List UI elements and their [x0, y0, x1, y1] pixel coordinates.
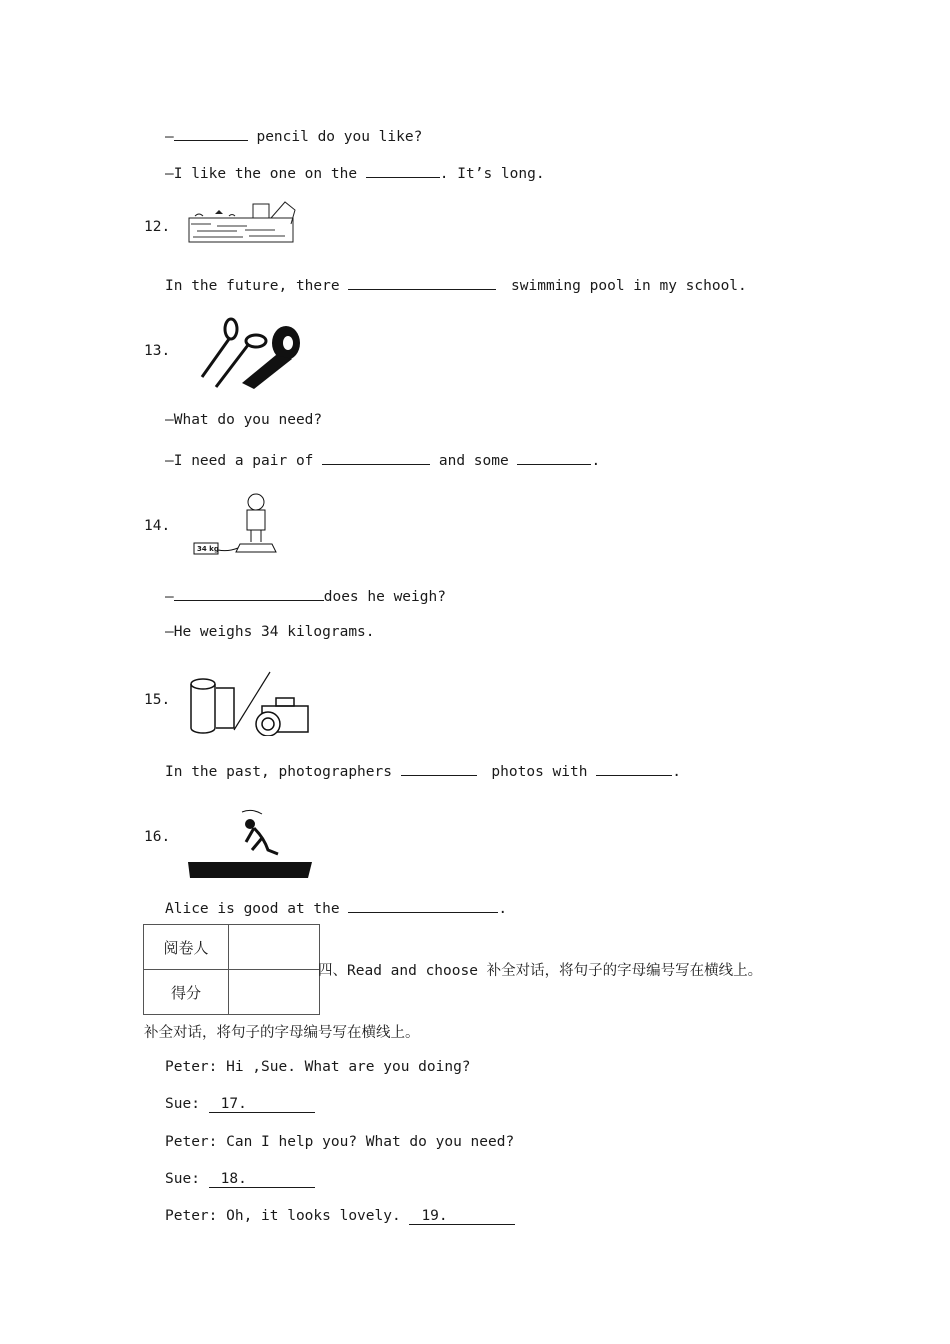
q14-line1: — does he weigh? [165, 586, 446, 605]
q11-line1: — pencil do you like? [165, 126, 422, 145]
long-jump-picture [184, 806, 316, 882]
question-number: 13. [144, 343, 171, 359]
dialogue-line: Sue: 18. [165, 1171, 315, 1188]
score-cell[interactable] [229, 970, 320, 1015]
dialogue-line: Sue: 17. [165, 1096, 315, 1113]
score-label: 得分 [144, 970, 229, 1015]
answer-blank[interactable]: 17. [209, 1096, 315, 1113]
q13-line1: —What do you need? [165, 412, 323, 428]
scissors-and-tape-picture [196, 313, 308, 391]
answer-blank[interactable] [517, 450, 591, 465]
reviewer-cell[interactable] [229, 925, 320, 970]
scale-label: 34 kg [197, 545, 219, 553]
section-heading: 四、Read and choose 补全对话，将句子的字母编号写在横线上。 [318, 963, 763, 979]
answer-blank[interactable] [348, 275, 496, 290]
answer-blank[interactable] [366, 163, 440, 178]
answer-blank[interactable] [596, 761, 672, 776]
question-number: 16. [144, 829, 171, 845]
answer-blank[interactable]: 19. [409, 1208, 515, 1225]
question-number: 15. [144, 692, 171, 708]
dialogue-line: Peter: Hi ,Sue. What are you doing? [165, 1059, 471, 1075]
film-and-camera-picture [186, 670, 312, 736]
score-table [143, 924, 320, 1015]
q14-line2: —He weighs 34 kilograms. [165, 624, 375, 640]
q13-line2: —I need a pair of and some . [165, 450, 600, 469]
answer-blank[interactable] [348, 898, 498, 913]
q12-sentence: In the future, there swimming pool in my school. [165, 275, 747, 294]
question-number: 14. [144, 518, 171, 534]
reviewer-label: 阅卷人 [144, 925, 229, 970]
q16-sentence: Alice is good at the . [165, 898, 507, 917]
answer-blank[interactable] [174, 586, 324, 601]
answer-blank[interactable] [322, 450, 430, 465]
answer-blank[interactable] [401, 761, 477, 776]
question-number: 12. [144, 219, 171, 235]
q11-line2: —I like the one on the . It’s long. [165, 163, 545, 182]
q15-sentence: In the past, photographers photos with . [165, 761, 681, 780]
swimming-pool-picture [187, 200, 297, 246]
answer-blank[interactable]: 18. [209, 1171, 315, 1188]
dialogue-line: Peter: Oh, it looks lovely. 19. [165, 1208, 515, 1225]
dialogue-line: Peter: Can I help you? What do you need? [165, 1134, 515, 1150]
section-instruction: 补全对话，将句子的字母编号写在横线上。 [144, 1025, 420, 1041]
answer-blank[interactable] [174, 126, 248, 141]
